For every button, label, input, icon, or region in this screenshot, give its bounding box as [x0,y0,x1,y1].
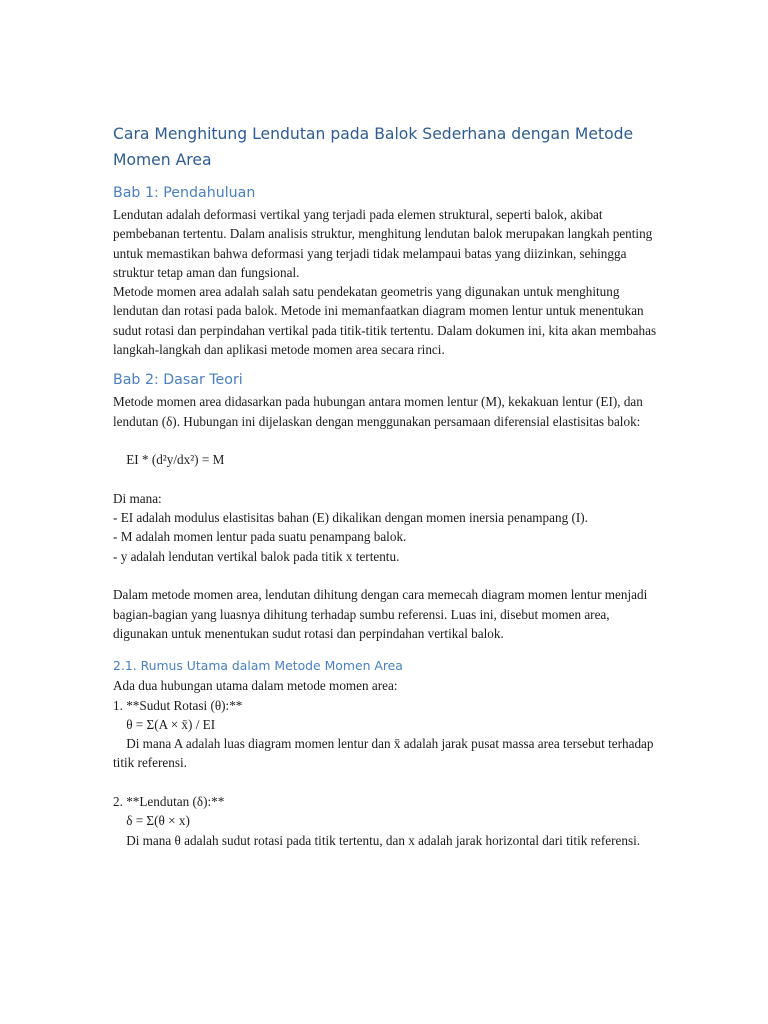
item2-formula: δ = Σ(θ × x) [113,813,190,829]
chapter2-equation: EI * (d²y/dx²) = M [113,452,225,468]
chapter1-paragraph-1: Lendutan adalah deformasi vertikal yang terjadi pada elemen struktural, seperti balok, akibat pembebanan tertentu. Dalam analisis struktur, menghitung lendutan balok merupakan langkah penting untuk memastikan bahwa deformasi yang terjadi tidak melampaui batas yang diizinkan, sehingga struktur tetap aman dan fungsional. [113,207,656,280]
definition-y: - y adalah lendutan vertikal balok pada titik x tertentu. [113,548,400,564]
definition-m: - M adalah momen lentur pada suatu penampang balok. [113,529,407,545]
section21-intro: Ada dua hubungan utama dalam metode momen area: [113,678,398,694]
section21-heading: 2.1. Rumus Utama dalam Metode Momen Area [113,658,403,674]
item1-formula: θ = Σ(A × x̄) / EI [113,716,216,732]
definition-ei: - EI adalah modulus elastisitas bahan (E) dikalikan dengan momen inersia penampang (I). [113,510,588,526]
chapter1-heading: Bab 1: Pendahuluan [113,185,256,201]
document-title: Cara Menghitung Lendutan pada Balok Sederhana dengan Metode Momen Area [113,125,634,169]
item1-title: 1. **Sudut Rotasi (θ):** [113,697,243,713]
document-page [113,121,658,850]
chapter2-heading: Bab 2: Dasar Teori [113,372,243,389]
chapter1-paragraph-2: Metode momen area adalah salah satu pendekatan geometris yang digunakan untuk menghitung lendutan dan rotasi pada balok. Metode ini memanfaatkan diagram momen lentur untuk menentukan sudut rotasi dan perpindahan vertikal pada titik-titik tertentu. Dalam dokumen ini, kita akan membahas langkah-langkah dan aplikasi metode momen area secara rinci. [113,284,660,358]
item2-title: 2. **Lendutan (δ):** [113,794,225,810]
item1-description: Di mana A adalah luas diagram momen lentur dan x̄ adalah jarak pusat massa area tersebut terhadap titik referensi. [113,736,657,771]
chapter2-paragraph-2: Dalam metode momen area, lendutan dihitung dengan cara memecah diagram momen lentur menjadi bagian-bagian yang luasnya dihitung terhadap sumbu referensi. Luas ini, disebut momen area, digunakan untuk menentukan sudut rotasi dan perpindahan vertikal balok. [113,587,651,641]
where-label: Di mana: [113,490,162,506]
item2-description: Di mana θ adalah sudut rotasi pada titik tertentu, dan x adalah jarak horizontal dari titik referensi. [113,832,641,848]
chapter2-paragraph-1: Metode momen area didasarkan pada hubungan antara momen lentur (M), kekakuan lentur (EI), dan lendutan (δ). Hubungan ini dijelaskan dengan menggunakan persamaan diferensial elastisitas balok: [113,394,647,429]
